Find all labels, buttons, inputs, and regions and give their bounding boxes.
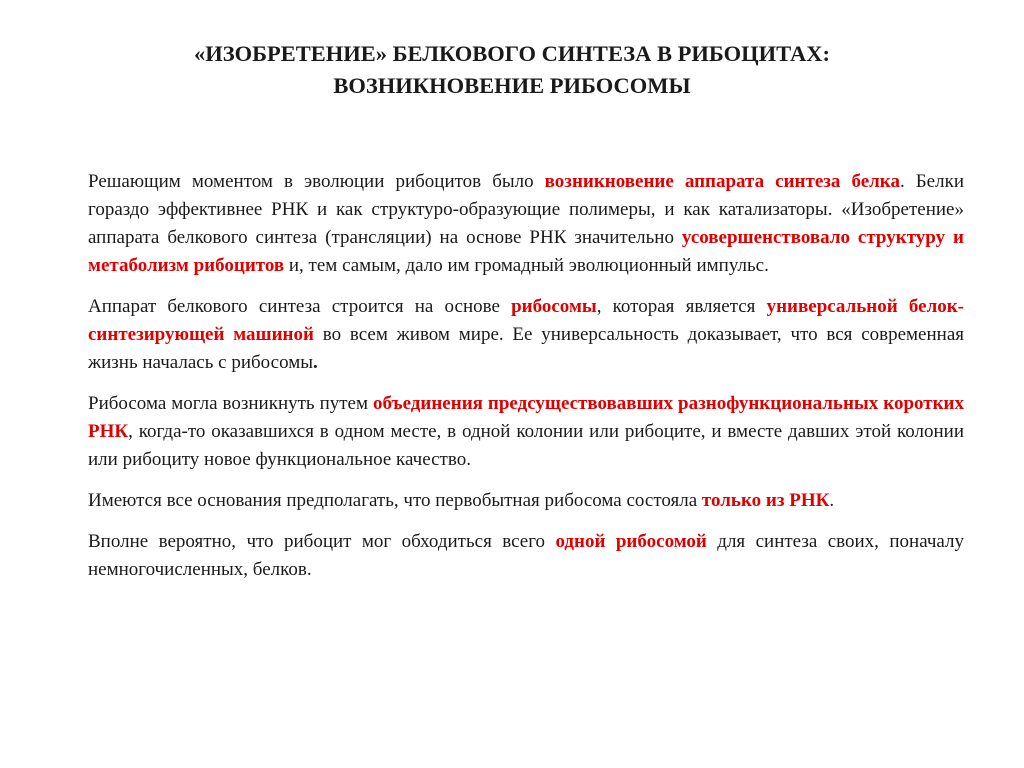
title-line-2: ВОЗНИКНОВЕНИЕ РИБОСОМЫ <box>333 73 691 98</box>
text: . Белки гораздо эффективнее РНК и как структуро-образующие полимеры, и как катализаторы. «Изобретение» аппарата белкового синтеза (трансляции) на основе РНК значительно <box>88 171 964 248</box>
highlight: одной рибосомой <box>555 531 707 552</box>
highlight: только из РНК <box>701 490 830 511</box>
highlight: рибосомы <box>511 296 597 317</box>
bold-period: . <box>313 352 318 373</box>
text: для синтеза своих, поначалу немногочисленных, белков. <box>88 531 965 580</box>
slide-body <box>88 168 964 597</box>
slide-title <box>60 38 964 102</box>
text: . <box>829 490 835 511</box>
paragraph-rna-only <box>88 487 964 515</box>
highlight: усовершенствовало структуру и метаболизм рибоцитов <box>88 227 964 276</box>
text: , которая является <box>596 296 767 317</box>
paragraph-ribosome-universal <box>88 293 964 377</box>
text: Рибосома могла возникнуть путем <box>88 393 374 414</box>
paragraph-single-ribosome <box>88 528 964 584</box>
text: Вполне вероятно, что рибоцит мог обходиться всего <box>88 531 556 552</box>
paragraph-ribosome-origin <box>88 168 964 280</box>
highlight: универсальной белок-синтезирующей машиной <box>88 296 965 345</box>
text: Аппарат белкового синтеза строится на основе <box>88 296 512 317</box>
highlight: объединения предсуществовавших разнофункциональных коротких РНК <box>88 393 964 442</box>
text: Имеются все основания предполагать, что первобытная рибосома состояла <box>88 490 702 511</box>
text: , когда-то оказавшихся в одном месте, в одной колонии или рибоците, и вместе давших этой колонии или рибоциту новое функциональное качество. <box>88 421 964 470</box>
title-line-1: «ИЗОБРЕТЕНИЕ» БЕЛКОВОГО СИНТЕЗА В РИБОЦИТАХ: <box>194 41 830 66</box>
text: во всем живом мире. Ее универсальность доказывает, что вся современная жизнь началась с рибосомы <box>88 324 964 373</box>
highlight: возникновение аппарата синтеза белка <box>544 171 900 192</box>
paragraph-ribosome-assembly <box>88 390 964 474</box>
text: Решающим моментом в эволюции рибоцитов было <box>88 171 545 192</box>
text: и, тем самым, дало им громадный эволюционный импульс. <box>284 255 769 276</box>
